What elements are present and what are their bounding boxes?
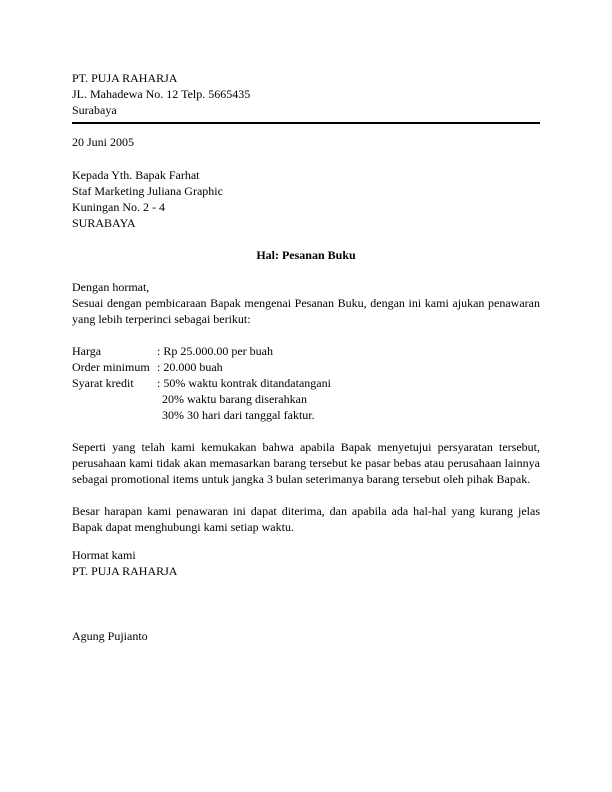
letter-subject: Hal: Pesanan Buku <box>256 248 356 262</box>
closing-paragraph <box>72 503 540 535</box>
credit-term-3: 30% 30 hari dari tanggal faktur. <box>162 408 315 422</box>
recipient-street: Kuningan No. 2 - 4 <box>72 200 165 214</box>
intro-line: yang lebih terperinci sebagai berikut: <box>72 312 251 326</box>
letter-date: 20 Juni 2005 <box>72 135 135 149</box>
credit-label: Syarat kredit <box>72 376 134 390</box>
closing-line: Besar harapan kami penawaran ini dapat diterima, dan apabila ada hal-hal yang kurang jelas <box>72 504 540 518</box>
company-address: JL. Mahadewa No. 12 Telp. 5665435 <box>72 87 251 101</box>
recipient-name: Kepada Yth. Bapak Farhat <box>72 168 200 182</box>
intro-line: Sesuai dengan pembicaraan Bapak mengenai Pesanan Buku, dengan ini kami ajukan penawaran <box>72 296 540 310</box>
terms-line: Seperti yang telah kami kemukakan bahwa apabila Bapak menyetujui persyaratan tersebut, <box>72 440 540 454</box>
terms-paragraph <box>72 439 540 487</box>
min-order-label: Order minimum <box>72 360 150 374</box>
price-value: : Rp 25.000.00 per buah <box>157 344 273 358</box>
letterhead-divider <box>72 122 540 124</box>
closing-phrase: Hormat kami <box>72 548 136 562</box>
min-order-value: : 20.000 buah <box>157 360 223 374</box>
closing-company: PT. PUJA RAHARJA <box>72 564 178 578</box>
signatory-name: Agung Pujianto <box>72 629 148 643</box>
company-city: Surabaya <box>72 103 117 117</box>
terms-line: perusahaan kami tidak akan memasarkan barang tersebut ke pasar bebas atau perusahaan lainnya <box>72 456 540 470</box>
closing-line: Bapak dapat menghubungi kami setiap waktu. <box>72 520 294 534</box>
recipient-position: Staf Marketing Juliana Graphic <box>72 184 223 198</box>
credit-term-1: : 50% waktu kontrak ditandatangani <box>157 376 331 390</box>
intro-paragraph <box>72 295 540 327</box>
price-label: Harga <box>72 344 102 358</box>
credit-term-2: 20% waktu barang diserahkan <box>162 392 307 406</box>
terms-line: sebagai promotional items untuk jangka 3 bulan seterimanya barang tersebut oleh pihak Bapak. <box>72 472 531 486</box>
company-name: PT. PUJA RAHARJA <box>72 71 178 85</box>
salutation: Dengan hormat, <box>72 280 150 294</box>
recipient-city: SURABAYA <box>72 216 136 230</box>
